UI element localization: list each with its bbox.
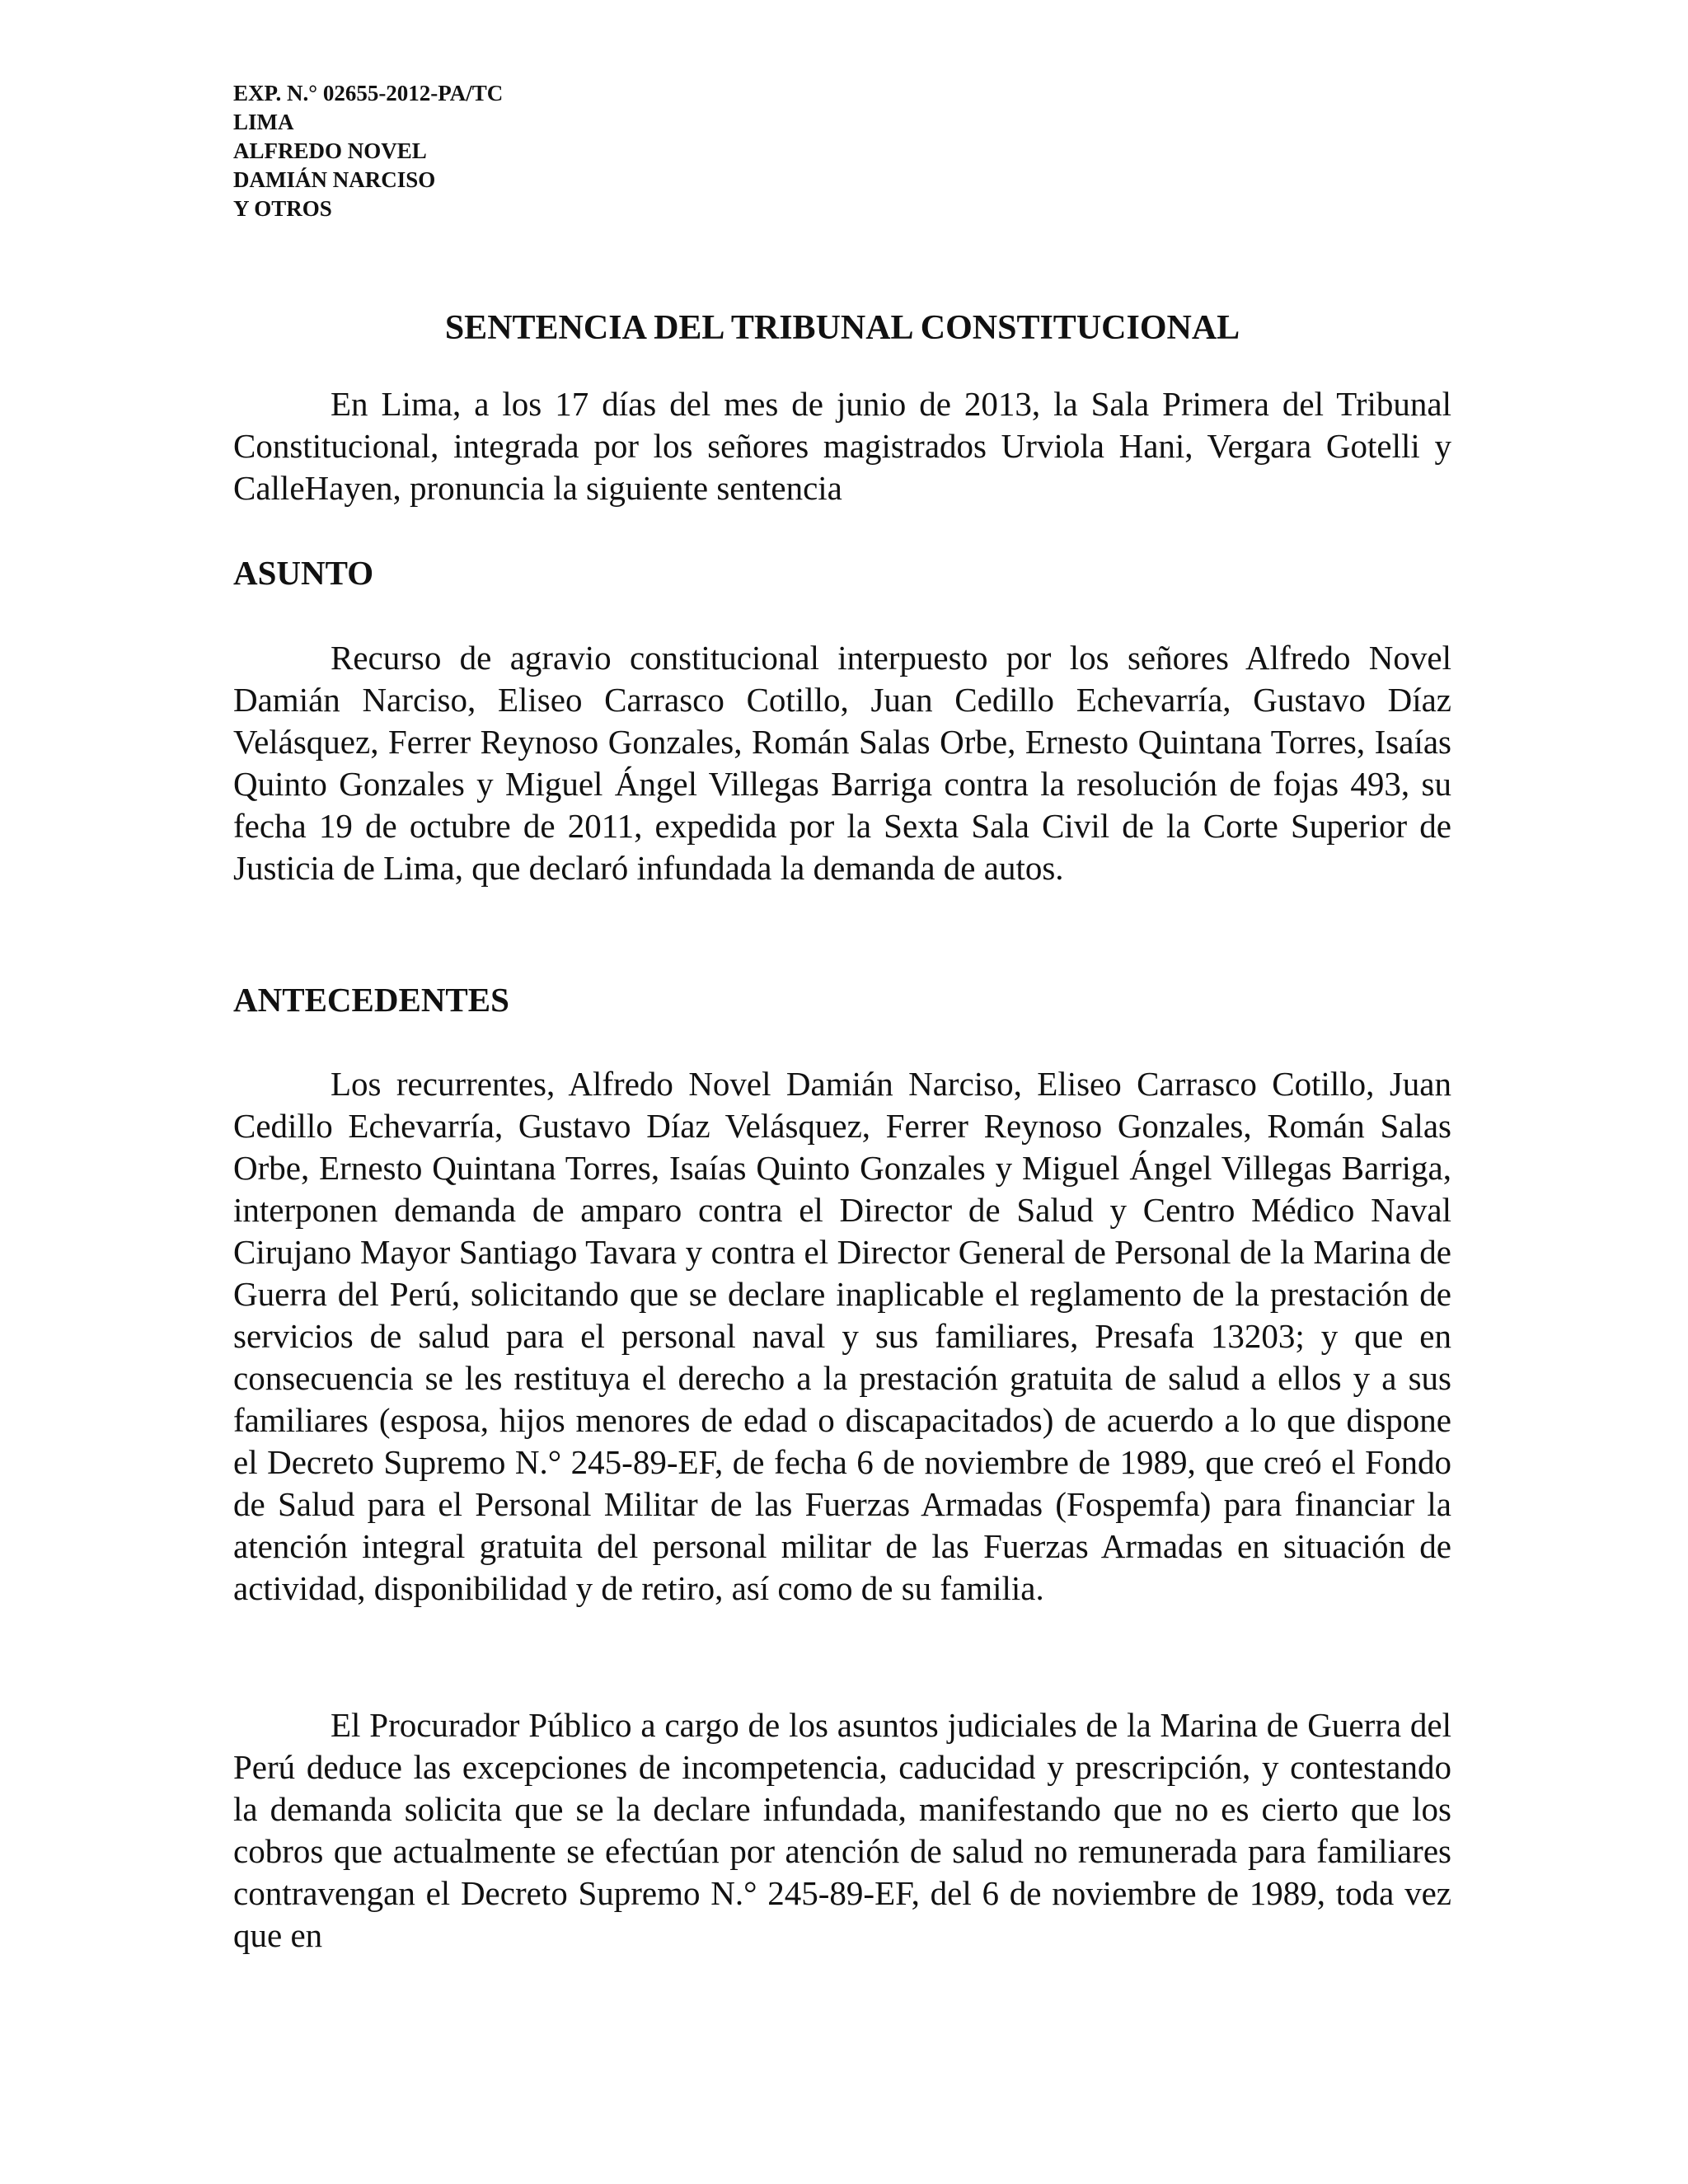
case-party-line-2: DAMIÁN NARCISO — [233, 167, 436, 192]
antecedentes-heading: ANTECEDENTES — [233, 981, 509, 1019]
antecedentes-paragraph-1: Los recurrentes, Alfredo Novel Damián Narciso, Eliseo Carrasco Cotillo, Juan Cedillo Echevarría, Gustavo Díaz Velásquez, Ferrer Reynoso Gonzales, Román Salas Orbe, Ernesto Quintana Torres, Isaías Quinto Gonzales y Miguel Ángel Villegas Barriga, interponen demanda de amparo contra el Director de Salud y Centro Médico Naval Cirujano Mayor Santiago Tavara y contra el Director General de Personal de la Marina de Guerra del Perú, solicitando que se declare inaplicable el reglamento de la prestación de servicios de salud para el personal naval y sus familiares, Presafa 13203; y que en consecuencia se les restituya el derecho a la prestación gratuita de salud a ellos y a sus familiares (esposa, hijos menores de edad o discapacitados) de acuerdo a lo que dispone el Decreto Supremo N.° 245-89-EF, de fecha 6 de noviembre de 1989, que creó el Fondo de Salud para el Personal Militar de las Fuerzas Armadas (Fospemfa) para financiar la atención integral gratuita del personal militar de las Fuerzas Armadas en situación de actividad, disponibilidad y de retiro, así como de su familia. — [233, 1065, 1451, 1607]
document-title: SENTENCIA DEL TRIBUNAL CONSTITUCIONAL — [444, 309, 1240, 347]
antecedentes-paragraph-2: El Procurador Público a cargo de los asuntos judiciales de la Marina de Guerra del Perú deduce las excepciones de incompetencia, caducidad y prescripción, y contestando la demanda solicita que se la declare infundada, manifestando que no es cierto que los cobros que actualmente se efectúan por atención de salud no remunerada para familiares contravengan el Decreto Supremo N.° 245-89-EF, del 6 de noviembre de 1989, toda vez que en — [233, 1706, 1451, 1954]
case-party-line-1: ALFREDO NOVEL — [233, 138, 427, 163]
intro-paragraph: En Lima, a los 17 días del mes de junio de 2013, la Sala Primera del Tribunal Constitucional, integrada por los señores magistrados Urviola Hani, Vergara Gotelli y CalleHayen, pronuncia la siguiente sentencia — [233, 385, 1451, 507]
case-party-line-3: Y OTROS — [233, 196, 332, 221]
asunto-paragraph: Recurso de agravio constitucional interpuesto por los señores Alfredo Novel Damián Narciso, Eliseo Carrasco Cotillo, Juan Cedillo Echevarría, Gustavo Díaz Velásquez, Ferrer Reynoso Gonzales, Román Salas Orbe, Ernesto Quintana Torres, Isaías Quinto Gonzales y Miguel Ángel Villegas Barriga contra la resolución de fojas 493, su fecha 19 de octubre de 2011, expedida por la Sexta Sala Civil de la Corte Superior de Justicia de Lima, que declaró infundada la demanda de autos. — [233, 639, 1451, 887]
asunto-heading: ASUNTO — [233, 554, 374, 592]
case-city: LIMA — [233, 110, 294, 134]
case-header — [233, 79, 503, 223]
case-number: EXP. N.° 02655-2012-PA/TC — [233, 81, 504, 105]
